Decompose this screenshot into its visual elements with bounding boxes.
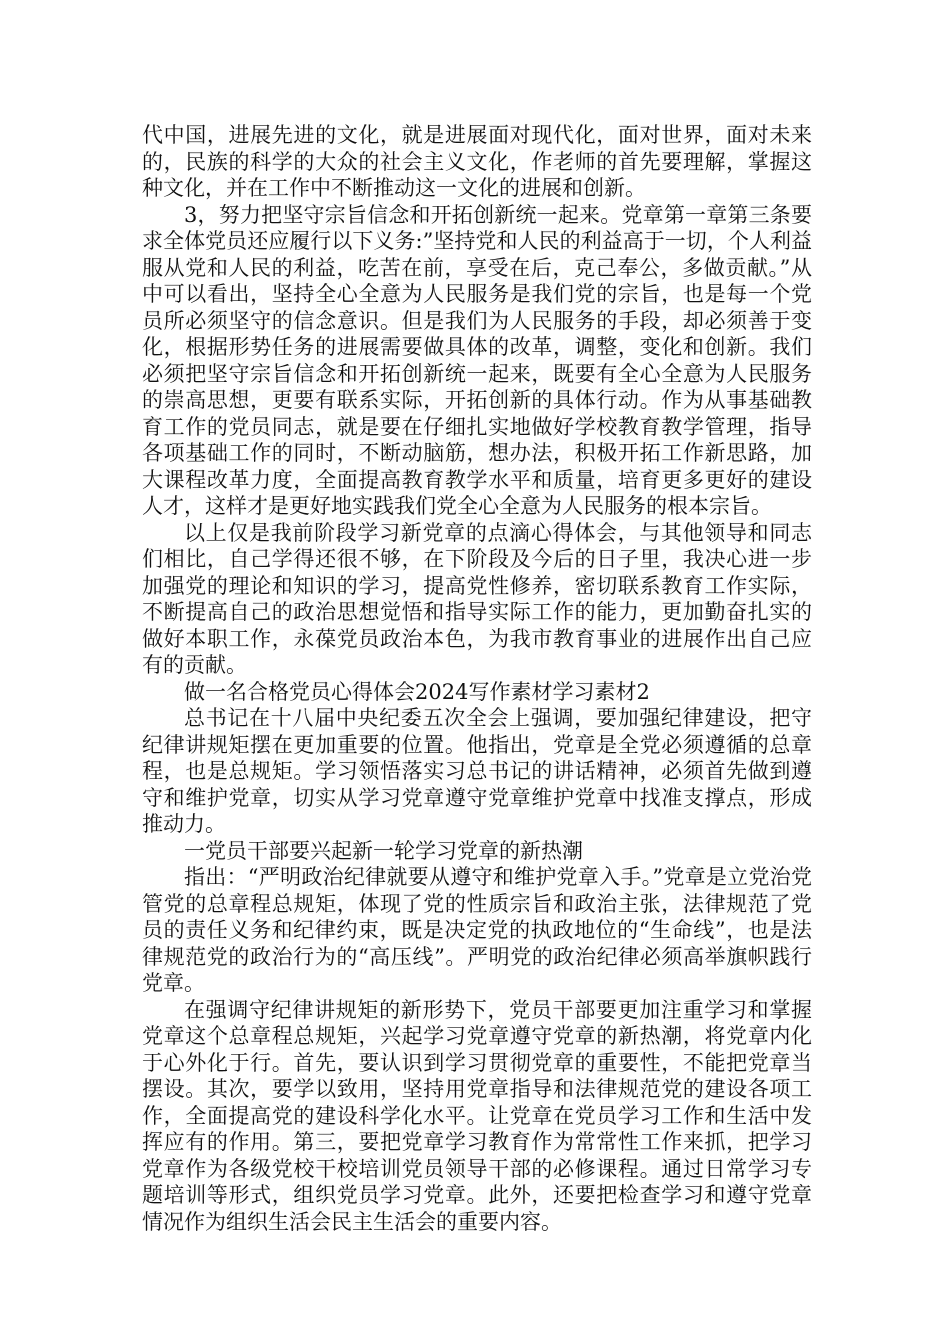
- paragraph: 在强调守纪律讲规矩的新形势下，党员干部要更加注重学习和掌握党章这个总章程总规矩，兴起学习党章遵守党章的新热潮，将党章内化于心外化于行。首先，要认识到学习贯彻党章的重要性，不能把党章当摆设。其次，要学以致用，坚持用党章指导和法律规范党的建设各项工作，全面提高党的建设科学化水平。让党章在党员学习工作和生活中发挥应有的作用。第三，要把党章学习教育作为常常性工作来抓，把学习党章作为各级党校干校培训党员领导干部的必修课程。通过日常学习专题培训等形式，组织党员学习党章。此外，还要把检查学习和遵守党章情况作为组织生活会民主生活会的重要内容。: [142, 997, 812, 1234]
- paragraph: 以上仅是我前阶段学习新党章的点滴心得体会，与其他领导和同志们相比，自己学得还很不够，在下阶段及今后的日子里，我决心进一步加强党的理论和知识的学习，提高党性修养，密切联系教育工作实际，不断提高自己的政治思想觉悟和指导实际工作的能力，更加勤奋扎实的做好本职工作，永葆党员政治本色，为我市教育事业的进展作出自己应有的贡献。: [142, 520, 812, 677]
- paragraph: 代中国，进展先进的文化，就是进展面对现代化，面对世界，面对未来的，民族的科学的大众的社会主义文化，作老师的首先要理解，掌握这种文化，并在工作中不断推动这一文化的进展和创新。: [142, 123, 812, 200]
- subsection-heading: 一党员干部要兴起新一轮学习党章的新热潮: [184, 838, 583, 863]
- paragraph: 指出：“严明政治纪律就要从遵守和维护党章入手。”党章是立党治党管党的总章程总规矩，体现了党的性质宗旨和政治主张，法律规范了党员的责任义务和纪律约束，既是决定党的执政地位的“生命线”，也是法律规范党的政治行为的“高压线”。严明党的政治纪律必须高举旗帜践行党章。: [142, 865, 812, 995]
- paragraph: 3，努力把坚守宗旨信念和开拓创新统一起来。党章第一章第三条要求全体党员还应履行以下义务:”坚持党和人民的利益高于一切，个人利益服从党和人民的利益，吃苦在前，享受在后，克己奉公，多做贡献。”从中可以看出，坚持全心全意为人民服务是我们党的宗旨，也是每一个党员所必须坚守的信念意识。但是我们为人民服务的手段，却必须善于变化，根据形势任务的进展需要做具体的改革，调整，变化和创新。我们必须把坚守宗旨信念和开拓创新统一起来，既要有全心全意为人民服务的崇高思想，更要有联系实际，开拓创新的具体行动。作为从事基础教育工作的党员同志，就是要在仔细扎实地做好学校教育教学管理，指导各项基础工作的同时，不断动脑筋，想办法，积极开拓工作新思路，加大课程改革力度，全面提高教育教学水平和质量，培育更多更好的建设人才，这样才是更好地实践我们党全心全意为人民服务的根本宗旨。: [142, 202, 812, 518]
- paragraph: 总书记在十八届中央纪委五次全会上强调，要加强纪律建设，把守纪律讲规矩摆在更加重要的位置。他指出，党章是全党必须遵循的总章程，也是总规矩。学习领悟落实习总书记的讲话精神，必须首先做到遵守和维护党章，切实从学习党章遵守党章维护党章中找准支撑点，形成推动力。: [142, 706, 812, 836]
- section-heading: 做一名合格党员心得体会2024写作素材学习素材2: [184, 679, 650, 704]
- document-body: [142, 122, 812, 1235]
